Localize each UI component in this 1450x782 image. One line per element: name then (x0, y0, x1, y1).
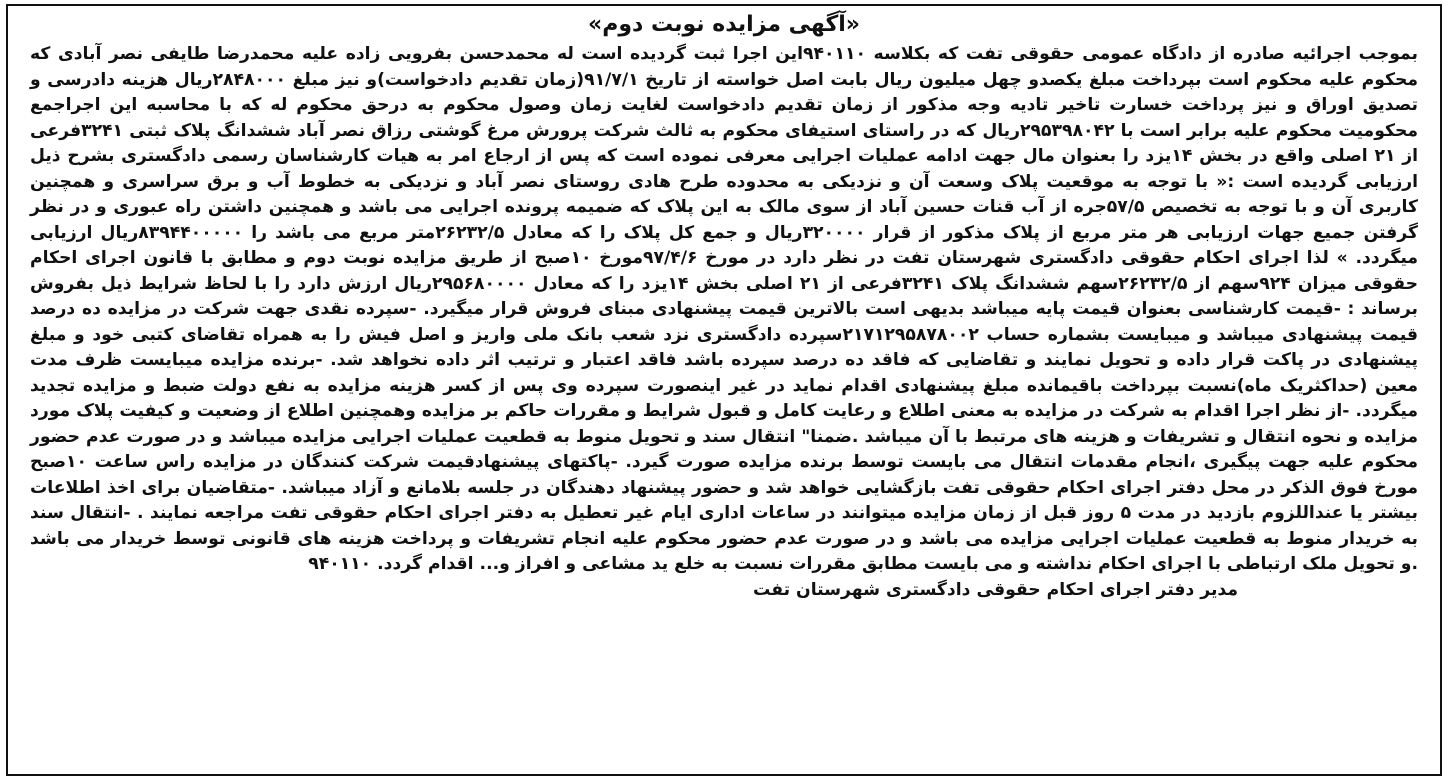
notice-title: «آگهی مزایده نوبت دوم» (587, 12, 860, 37)
notice-frame (6, 4, 1442, 776)
notice-signature: مدیر دفتر اجرای احکام حقوقی دادگستری شهرستان تفت (753, 579, 1238, 600)
notice-body: بموجب اجرائیه صادره از دادگاه عمومی حقوقی تفت که بکلاسه ۹۴۰۱۱۰این اجرا ثبت گردیده است له محمدحسن بفرویی زاده علیه محمدرضا طایفی نصر آبادی که محکوم علیه محکوم است بپرداخت مبلغ یکصدو چهل میلیون ریال بابت اصل خواسته از تاریخ ۹۱/۷/۱(زمان تقدیم دادخواست)و نیز مبلغ ۲۸۴۸۰۰۰ریال هزینه دادرسی و تصدیق اوراق و نیز پرداخت خسارت تاخیر تادیه وجه مذکور از زمان تقدیم دادخواست لغایت زمان وصول محکوم به درحق محکوم له که با محاسبه این اجراجمع محکومیت محکوم علیه برابر است با ۲۹۵۳۹۸۰۴۲ریال که در راستای استیفای محکوم به ثالث شرکت پرورش مرغ گوشتی رزاق نصر آباد ششدانگ پلاک ثبتی ۳۲۴۱فرعی از ۲۱ اصلی واقع در بخش ۱۴یزد را بعنوان مال جهت ادامه عملیات اجرایی معرفی نموده است که پس از ارجاع امر به هیات کارشناسان رسمی دادگستری بشرح ذیل ارزیابی گردیده است :« با توجه به موقعیت پلاک وسعت آن و نزدیکی به محدوده طرح هادی روستای نصر آباد و نزدیکی به خطوط آب و برق سراسری و همچنین کاربری آن و با توجه به تخصیص ۵۷/۵جره از آب قنات حسین آباد از سوی مالک به این پلاک که ضمیمه پرونده اجرایی می باشد و همچنین داشتن راه عبوری و در نظر گرفتن جمیع جهات ارزیابی هر متر مربع از پلاک مذکور از قرار ۳۲۰۰۰۰ریال و جمع کل پلاک را که معادل ۲۶۲۳۲/۵متر مربع می باشد را ۸۳۹۴۴۰۰۰۰۰ریال ارزیابی میگردد. » لذا اجرای احکام حقوقی دادگستری شهرستان تفت در نظر دارد در مورخ ۹۷/۴/۶مورخ ۱۰صبح از طریق مزایده نوبت دوم و مطابق با قانون اجرای احکام حقوقی میزان ۹۲۴سهم از ۲۶۲۳۲/۵سهم ششدانگ پلاک ۳۲۴۱فرعی از ۲۱ اصلی بخش ۱۴یزد را که معادل ۲۹۵۶۸۰۰۰۰ریال ارزش دارد را با لحاظ شرایط ذیل بفروش برساند : -قیمت کارشناسی بعنوان قیمت پایه میباشد بدیهی است بالاترین قیمت پیشنهادی مبنای فروش قرار میگیرد. -سپرده نقدی جهت شرکت در مزایده ده درصد قیمت پیشنهادی میباشد و میبایست بشماره حساب ۲۱۷۱۲۹۵۸۷۸۰۰۲سپرده دادگستری نزد شعب بانک ملی واریز و اصل فیش را به همراه تقاضای کتبی خود و مبلغ پیشنهادی در پاکت قرار داده و تحویل نمایند و تقاضایی که فاقد ده درصد سپرده باشد فاقد اعتبار و ترتیب اثر داده نخواهد شد. -برنده مزایده میبایست ظرف مدت معین (حداکثریک ماه)نسبت بپرداخت باقیمانده مبلغ پیشنهادی اقدام نماید در غیر اینصورت سپرده وی پس از کسر هزینه مزایده به نفع دولت ضبط و مزایده تجدید میگردد. -از نظر اجرا اقدام به شرکت در مزایده به معنی اطلاع و رعایت کامل و قبول شرایط و مقررات حاکم بر مزایده وهمچنین اطلاع از وضعیت و کیفیت پلاک مورد مزایده و نحوه انتقال و تشریفات و هزینه های مرتبط با آن میباشد .ضمنا" انتقال سند و تحویل منوط به قطعیت عملیات اجرایی مزایده میباشد و در صورت عدم حضور محکوم علیه جهت پیگیری ،انجام مقدمات انتقال می بایست توسط برنده مزایده صورت گیرد. -پاکتهای پیشنهادقیمت شرکت کنندگان در مزایده راس ساعت ۱۰صبح مورخ فوق الذکر در محل دفتر اجرای احکام حقوقی تفت بازگشایی خواهد شد و حضور پیشنهاد دهندگان در جلسه بلامانع و آزاد میباشد. -متقاضیان برای اخذ اطلاعات بیشتر یا عنداللزوم بازدید در مدت ۵ روز قبل از زمان مزایده میتوانند در ساعات اداری ایام غیر تعطیل به دفتر اجرای احکام حقوقی تفت مراجعه نمایند . -انتقال سند به خریدار منوط به قطعیت عملیات اجرایی مزایده می باشد و در صورت عدم حضور محکوم علیه انجام تشریفات و پرداخت هزینه های قانونی توسط خریدار می باشد .و تحویل ملک ارتباطی با اجرای احکام نداشته و می بایست مطابق مقررات نسبت به خلع ید مشاعی و افراز و... اقدام گردد. ۹۴۰۱۱۰ (30, 44, 1419, 574)
